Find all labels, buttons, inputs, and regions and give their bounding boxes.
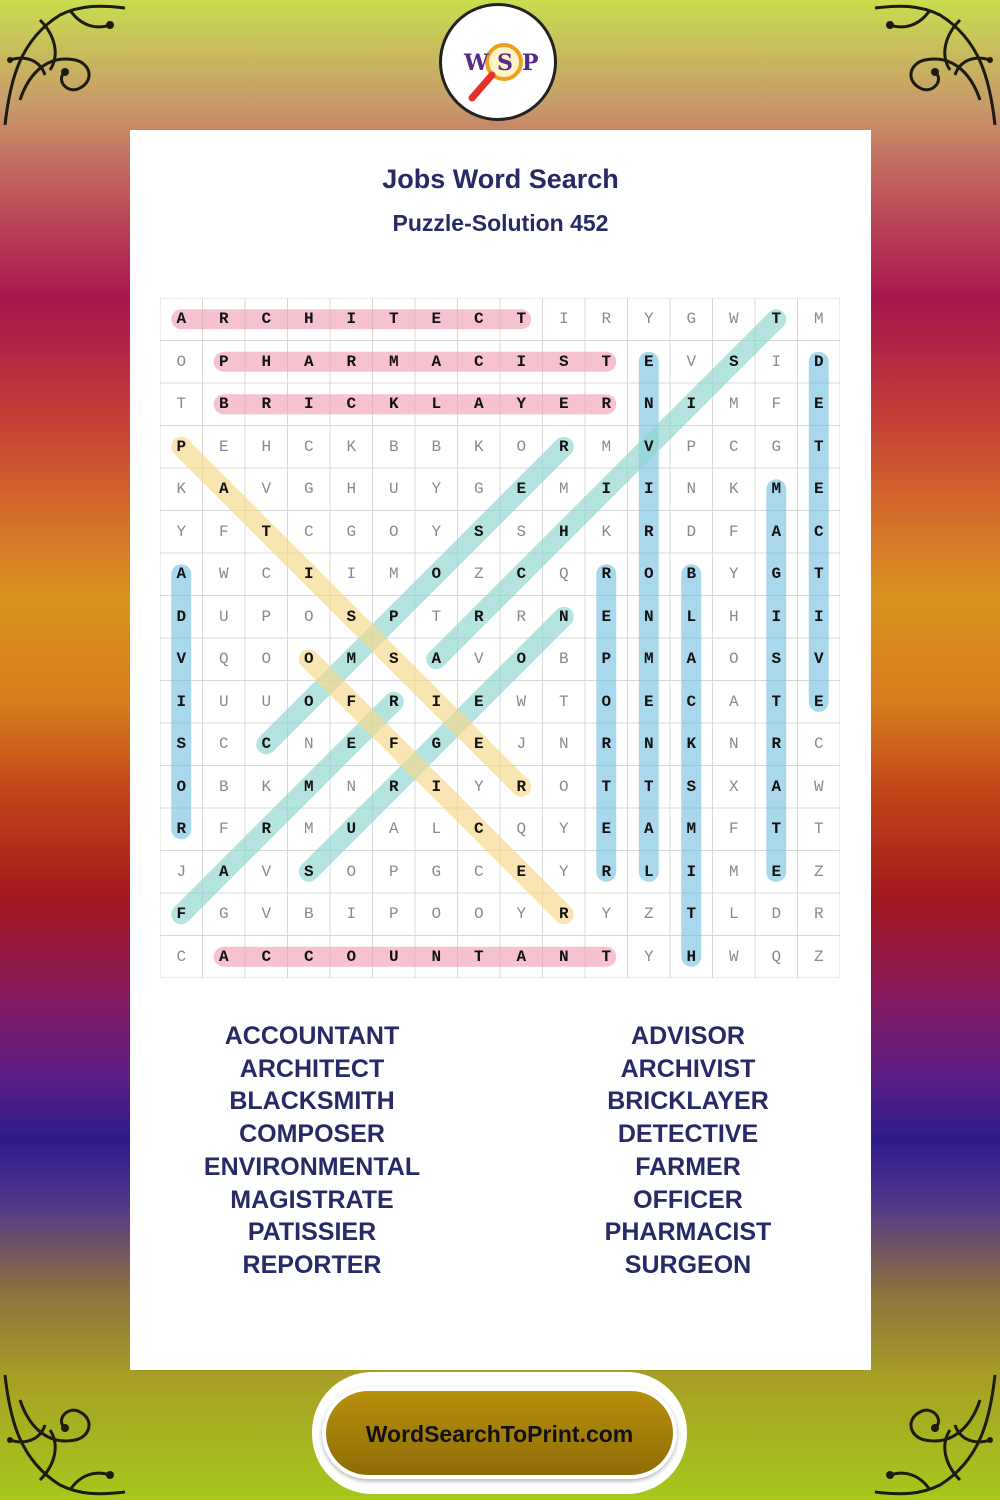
grid-letter[interactable]: I [176, 692, 187, 711]
word-list-item: MAGISTRATE [230, 1185, 394, 1214]
grid-letter[interactable]: O [728, 650, 739, 668]
grid-letter[interactable]: U [388, 480, 399, 498]
grid-letter[interactable]: E [813, 480, 824, 498]
grid-letter[interactable]: O [643, 565, 654, 583]
grid-letter[interactable]: O [261, 650, 272, 668]
grid-letter[interactable]: H [346, 480, 357, 498]
grid-letter[interactable]: B [218, 777, 229, 796]
grid-letter[interactable]: T [771, 820, 782, 838]
grid-letter[interactable]: N [346, 777, 357, 796]
grid-letter[interactable]: Y [643, 947, 654, 966]
grid-letter[interactable]: R [601, 310, 612, 328]
grid-letter[interactable]: V [261, 480, 272, 498]
grid-letter[interactable]: O [176, 352, 187, 371]
grid-letter[interactable]: T [601, 947, 612, 966]
grid-letter[interactable]: R [601, 735, 612, 753]
grid-letter[interactable]: D [771, 905, 782, 923]
grid-letter[interactable]: T [771, 310, 782, 328]
grid-letter[interactable]: Y [643, 310, 654, 328]
word-list-item: ARCHIVIST [620, 1054, 756, 1083]
word-list-item: ARCHITECT [239, 1054, 385, 1083]
grid-letter[interactable]: P [388, 862, 399, 881]
grid-letter[interactable]: T [813, 565, 824, 583]
grid-letter[interactable]: E [813, 395, 824, 413]
word-list-item: ENVIRONMENTAL [203, 1152, 421, 1181]
grid-letter[interactable]: N [686, 480, 697, 498]
grid-letter[interactable]: T [261, 522, 272, 541]
grid-letter[interactable]: V [261, 862, 272, 881]
grid-letter[interactable]: O [346, 947, 357, 966]
grid-letter[interactable]: I [686, 862, 697, 881]
grid-letter[interactable]: B [686, 565, 697, 583]
grid-letter[interactable]: T [176, 395, 187, 413]
grid-letter[interactable]: W [516, 692, 527, 711]
grid-letter[interactable]: O [431, 905, 442, 923]
grid-letter[interactable]: S [346, 607, 357, 626]
grid-letter[interactable]: I [431, 692, 442, 711]
grid-letter[interactable]: W [728, 947, 739, 966]
grid-letter[interactable]: M [728, 862, 739, 881]
grid-letter[interactable]: G [431, 862, 442, 881]
grid-letter[interactable]: K [261, 777, 272, 796]
grid-letter[interactable]: O [516, 650, 527, 668]
grid-letter[interactable]: R [261, 395, 272, 413]
grid-letter[interactable]: T [813, 437, 824, 456]
grid-letter[interactable]: V [686, 352, 697, 371]
grid-letter[interactable]: L [431, 395, 442, 413]
grid-letter[interactable]: Z [473, 565, 484, 583]
grid-letter[interactable]: R [813, 905, 824, 923]
grid-letter[interactable]: D [176, 607, 187, 626]
grid-letter[interactable]: H [261, 437, 272, 456]
corner-ornament [0, 0, 130, 130]
grid-letter[interactable]: R [176, 820, 187, 838]
grid-letter[interactable]: L [686, 607, 697, 626]
grid-letter[interactable]: N [431, 947, 442, 966]
grid-letter[interactable]: R [558, 437, 569, 456]
grid-letter[interactable]: A [686, 650, 697, 668]
grid-letter[interactable]: E [643, 692, 654, 711]
grid-letter[interactable]: R [771, 735, 782, 753]
word-list-item: BLACKSMITH [229, 1087, 395, 1116]
grid-letter[interactable]: C [261, 565, 272, 583]
grid-letter[interactable]: I [601, 480, 612, 498]
grid-letter[interactable]: H [728, 607, 739, 626]
grid-letter[interactable]: Q [771, 947, 782, 966]
corner-ornament [870, 1370, 1000, 1500]
grid-letter[interactable]: W [728, 310, 739, 328]
grid-letter[interactable]: E [813, 692, 824, 711]
grid-letter[interactable]: A [771, 522, 782, 541]
page-subtitle: Puzzle-Solution 452 [392, 210, 609, 236]
grid-letter[interactable]: P [686, 437, 697, 456]
grid-letter[interactable]: C [728, 437, 739, 456]
grid-letter[interactable]: O [473, 905, 484, 923]
word-list-item: DETECTIVE [617, 1120, 759, 1149]
grid-letter[interactable]: S [771, 650, 782, 668]
grid-letter[interactable]: Y [176, 522, 187, 541]
grid-letter[interactable]: E [218, 437, 229, 456]
grid-letter[interactable]: M [558, 480, 569, 498]
grid-letter[interactable]: S [728, 352, 739, 371]
grid-letter[interactable]: Z [813, 862, 824, 881]
grid-letter[interactable]: F [728, 820, 739, 838]
grid-letter[interactable]: D [813, 352, 824, 371]
grid-letter[interactable]: N [303, 735, 314, 753]
grid-letter[interactable]: I [303, 395, 314, 413]
grid-letter[interactable]: M [728, 395, 739, 413]
grid-letter[interactable]: J [176, 862, 187, 881]
grid-letter[interactable]: S [686, 777, 697, 796]
grid-letter[interactable]: C [261, 735, 272, 753]
grid-letter[interactable]: N [558, 735, 569, 753]
grid-letter[interactable]: Y [431, 480, 442, 498]
grid-letter[interactable]: Y [601, 905, 612, 923]
grid-letter[interactable]: C [473, 310, 484, 328]
grid-letter[interactable]: Y [558, 820, 569, 838]
grid-letter[interactable]: C [686, 692, 697, 711]
site-link-label: WordSearchToPrint.com [365, 1421, 634, 1447]
grid-letter[interactable]: M [388, 565, 399, 583]
grid-letter[interactable]: M [303, 820, 314, 838]
grid-letter[interactable]: R [558, 905, 569, 923]
grid-letter[interactable]: R [643, 522, 654, 541]
grid-letter[interactable]: Q [558, 565, 569, 583]
grid-letter[interactable]: Y [728, 565, 739, 583]
grid-letter[interactable]: M [346, 650, 357, 668]
grid-letter[interactable]: P [601, 650, 612, 668]
grid-letter[interactable]: P [218, 352, 229, 371]
grid-letter[interactable]: C [218, 735, 229, 753]
grid-letter[interactable]: N [728, 735, 739, 753]
grid-letter[interactable]: W [813, 777, 824, 796]
grid-letter[interactable]: A [771, 777, 782, 796]
grid-letter[interactable]: T [601, 352, 612, 371]
grid-letter[interactable]: U [388, 947, 399, 966]
grid-letter[interactable]: V [261, 905, 272, 923]
grid-letter[interactable]: Y [431, 522, 442, 541]
grid-letter[interactable]: I [346, 565, 357, 583]
logo-letter-p: P [522, 50, 539, 76]
grid-letter[interactable]: I [771, 607, 782, 626]
grid-letter[interactable]: R [516, 607, 527, 626]
grid-letter[interactable]: I [346, 905, 357, 923]
grid-letter[interactable]: L [728, 905, 739, 923]
grid-letter[interactable]: Y [558, 862, 569, 881]
word-list-item: SURGEON [624, 1250, 752, 1279]
grid-letter[interactable]: A [643, 820, 654, 838]
grid-letter[interactable]: Q [516, 820, 527, 838]
word-list-item: ACCOUNTANT [224, 1022, 400, 1050]
grid-letter[interactable]: R [218, 310, 229, 328]
grid-letter[interactable]: C [473, 820, 484, 838]
grid-letter[interactable]: P [176, 437, 187, 456]
grid-letter[interactable]: I [516, 352, 527, 371]
grid-letter[interactable]: O [346, 862, 357, 881]
grid-letter[interactable]: F [728, 522, 739, 541]
grid-letter[interactable]: A [473, 395, 484, 413]
site-link-button[interactable] [322, 1387, 677, 1479]
grid-letter[interactable]: M [388, 352, 399, 371]
grid-letter[interactable]: A [516, 947, 527, 966]
grid-letter[interactable]: G [431, 735, 442, 753]
grid-letter[interactable]: I [813, 607, 824, 626]
word-list-left [132, 1020, 492, 1282]
grid-letter[interactable]: R [601, 395, 612, 413]
grid-letter[interactable]: H [558, 522, 569, 541]
grid-letter[interactable]: R [473, 607, 484, 626]
grid-letter[interactable]: F [218, 522, 229, 541]
word-list-item: ADVISOR [631, 1022, 745, 1050]
grid-letter[interactable]: P [261, 607, 272, 626]
grid-letter[interactable]: T [516, 310, 527, 328]
grid-letter[interactable]: C [473, 352, 484, 371]
grid-letter[interactable]: B [558, 650, 569, 668]
grid-letter[interactable]: K [473, 437, 484, 456]
grid-letter[interactable]: F [346, 692, 357, 711]
grid-letter[interactable]: S [473, 522, 484, 541]
grid-letter[interactable]: I [431, 777, 442, 796]
word-list-item: OFFICER [633, 1185, 743, 1214]
grid-letter[interactable]: E [473, 735, 484, 753]
grid-letter[interactable]: T [813, 820, 824, 838]
grid-letter[interactable]: E [643, 352, 654, 371]
grid-letter[interactable]: U [218, 692, 229, 711]
grid-letter[interactable]: C [303, 522, 314, 541]
grid-letter[interactable]: A [176, 310, 187, 328]
grid-letter[interactable]: M [813, 310, 824, 328]
grid-letter[interactable]: R [346, 352, 357, 371]
grid-letter[interactable]: P [388, 607, 399, 626]
grid-letter[interactable]: A [176, 565, 187, 583]
grid-letter[interactable]: I [558, 310, 569, 328]
grid-letter[interactable]: L [643, 862, 654, 881]
grid-letter[interactable]: N [643, 735, 654, 753]
grid-letter[interactable]: R [388, 692, 399, 711]
grid-letter[interactable]: U [261, 692, 272, 711]
grid-letter[interactable]: R [261, 820, 272, 838]
grid-letter[interactable]: Q [218, 650, 229, 668]
grid-letter[interactable]: V [473, 650, 484, 668]
grid-letter[interactable]: S [176, 735, 187, 753]
grid-letter[interactable]: V [643, 437, 654, 456]
grid-letter[interactable]: S [558, 352, 569, 371]
corner-ornament [870, 0, 1000, 130]
grid-letter[interactable]: R [516, 777, 527, 796]
grid-letter[interactable]: Z [643, 905, 654, 923]
grid-letter[interactable]: O [303, 607, 314, 626]
grid-letter[interactable]: I [771, 352, 782, 371]
grid-letter[interactable]: C [346, 395, 357, 413]
grid-letter[interactable]: G [473, 480, 484, 498]
grid-letter[interactable]: G [303, 480, 314, 498]
grid-letter[interactable]: C [473, 862, 484, 881]
grid-letter[interactable]: K [388, 395, 399, 413]
grid-letter[interactable]: T [686, 905, 697, 923]
grid-letter[interactable]: R [601, 862, 612, 881]
grid-letter[interactable]: K [601, 522, 612, 541]
page-title: Jobs Word Search [382, 164, 619, 194]
grid-letter[interactable]: A [388, 820, 399, 838]
grid-letter[interactable]: N [558, 947, 569, 966]
grid-letter[interactable]: K [176, 480, 187, 498]
grid-letter[interactable]: O [558, 777, 569, 796]
grid-letter[interactable]: F [176, 905, 187, 923]
grid-letter[interactable]: K [346, 437, 357, 456]
grid-letter[interactable]: N [643, 607, 654, 626]
word-list-item: COMPOSER [239, 1120, 385, 1149]
grid-letter[interactable]: P [388, 905, 399, 923]
grid-letter[interactable]: F [388, 735, 399, 753]
grid-letter[interactable]: C [303, 437, 314, 456]
grid-letter[interactable]: N [643, 395, 654, 413]
grid-letter[interactable]: R [388, 777, 399, 796]
grid-letter[interactable]: T [558, 692, 569, 711]
grid-letter[interactable]: M [771, 480, 782, 498]
grid-letter[interactable]: W [218, 565, 229, 583]
grid-letter[interactable]: C [813, 735, 824, 753]
corner-ornament [0, 1370, 130, 1500]
grid-letter[interactable]: T [473, 947, 484, 966]
grid-letter[interactable]: M [686, 820, 697, 838]
grid-letter[interactable]: E [346, 735, 357, 753]
grid-letter[interactable]: I [303, 565, 314, 583]
grid-letter[interactable]: C [261, 947, 272, 966]
grid-letter[interactable]: H [261, 352, 272, 371]
grid-letter[interactable]: I [346, 310, 357, 328]
grid-letter[interactable]: G [346, 522, 357, 541]
grid-letter[interactable]: D [686, 522, 697, 541]
grid-letter[interactable]: E [601, 607, 612, 626]
grid-letter[interactable]: Y [516, 395, 527, 413]
word-list-item: REPORTER [242, 1250, 382, 1279]
grid-letter[interactable]: E [516, 480, 527, 498]
grid-letter[interactable]: A [218, 947, 229, 966]
grid-letter[interactable]: C [516, 565, 527, 583]
grid-letter[interactable]: H [686, 947, 697, 966]
grid-letter[interactable]: G [771, 437, 782, 456]
grid-letter[interactable]: Y [516, 905, 527, 923]
grid-letter[interactable]: A [728, 692, 739, 711]
grid-letter[interactable]: T [643, 777, 654, 796]
grid-letter[interactable]: F [771, 395, 782, 413]
grid-letter[interactable]: C [261, 310, 272, 328]
grid-letter[interactable]: O [431, 565, 442, 583]
grid-letter[interactable]: E [473, 692, 484, 711]
grid-letter[interactable]: O [601, 692, 612, 711]
grid-letter[interactable]: G [218, 905, 229, 923]
grid-letter[interactable]: M [601, 437, 612, 456]
grid-letter[interactable]: I [643, 480, 654, 498]
grid-letter[interactable]: X [728, 777, 739, 796]
grid-letter[interactable]: E [771, 862, 782, 881]
grid-letter[interactable]: S [516, 522, 527, 541]
grid-letter[interactable]: Z [813, 947, 824, 966]
grid-letter[interactable]: H [303, 310, 314, 328]
grid-letter[interactable]: M [303, 777, 314, 796]
word-search-grid [160, 298, 840, 978]
word-list-item: PATISSIER [247, 1218, 377, 1247]
grid-letter[interactable]: B [388, 437, 399, 456]
grid-letter[interactable]: S [388, 650, 399, 668]
grid-letter[interactable]: G [686, 310, 697, 328]
grid-letter[interactable]: V [813, 650, 824, 668]
grid-letter[interactable]: T [771, 692, 782, 711]
grid-letter[interactable]: G [771, 565, 782, 583]
grid-letter[interactable]: O [516, 437, 527, 456]
grid-letter[interactable]: B [303, 905, 314, 923]
grid-letter[interactable]: E [558, 395, 569, 413]
word-list-item: BRICKLAYER [607, 1087, 769, 1116]
grid-letter[interactable]: B [431, 437, 442, 456]
grid-letter[interactable]: T [431, 607, 442, 626]
grid-letter[interactable]: O [303, 692, 314, 711]
grid-letter[interactable]: B [218, 395, 229, 413]
grid-letter[interactable]: O [176, 777, 187, 796]
grid-letter[interactable]: U [218, 607, 229, 626]
grid-letter[interactable]: A [218, 480, 229, 498]
grid-letter[interactable]: N [558, 607, 569, 626]
grid-letter[interactable]: T [388, 310, 399, 328]
magnifier-icon [442, 6, 554, 118]
grid-letter[interactable]: A [218, 862, 229, 881]
grid-letter[interactable]: C [176, 947, 187, 966]
grid-letter[interactable]: E [601, 820, 612, 838]
grid-letter[interactable]: O [388, 522, 399, 541]
word-list-right [508, 1020, 868, 1282]
logo-letter-w: W [464, 50, 489, 76]
grid-letter[interactable]: L [431, 820, 442, 838]
grid-letter[interactable]: A [431, 650, 442, 668]
word-list-item: FARMER [635, 1152, 741, 1181]
grid-letter[interactable]: C [813, 522, 824, 541]
grid-letter[interactable]: O [303, 650, 314, 668]
grid-letter[interactable]: U [346, 820, 357, 838]
grid-letter[interactable]: E [516, 862, 527, 881]
word-list-item: PHARMACIST [604, 1218, 772, 1247]
grid-letter[interactable]: K [728, 480, 739, 498]
grid-letter[interactable]: Y [473, 777, 484, 796]
grid-letter[interactable]: R [601, 565, 612, 583]
site-logo[interactable] [439, 3, 557, 121]
grid-letter[interactable]: A [303, 352, 314, 371]
logo-letter-s: S [497, 50, 513, 76]
grid-letter[interactable]: C [303, 947, 314, 966]
grid-letter[interactable]: E [431, 310, 442, 328]
grid-letter[interactable]: J [516, 735, 527, 753]
grid-letter[interactable]: M [643, 650, 654, 668]
grid-letter[interactable]: T [601, 777, 612, 796]
grid-letter[interactable]: A [431, 352, 442, 371]
grid-letter[interactable]: K [686, 735, 697, 753]
grid-letter[interactable]: S [303, 862, 314, 881]
grid-letter[interactable]: F [218, 820, 229, 838]
grid-letter[interactable]: I [686, 395, 697, 413]
grid-letter[interactable]: V [176, 650, 187, 668]
